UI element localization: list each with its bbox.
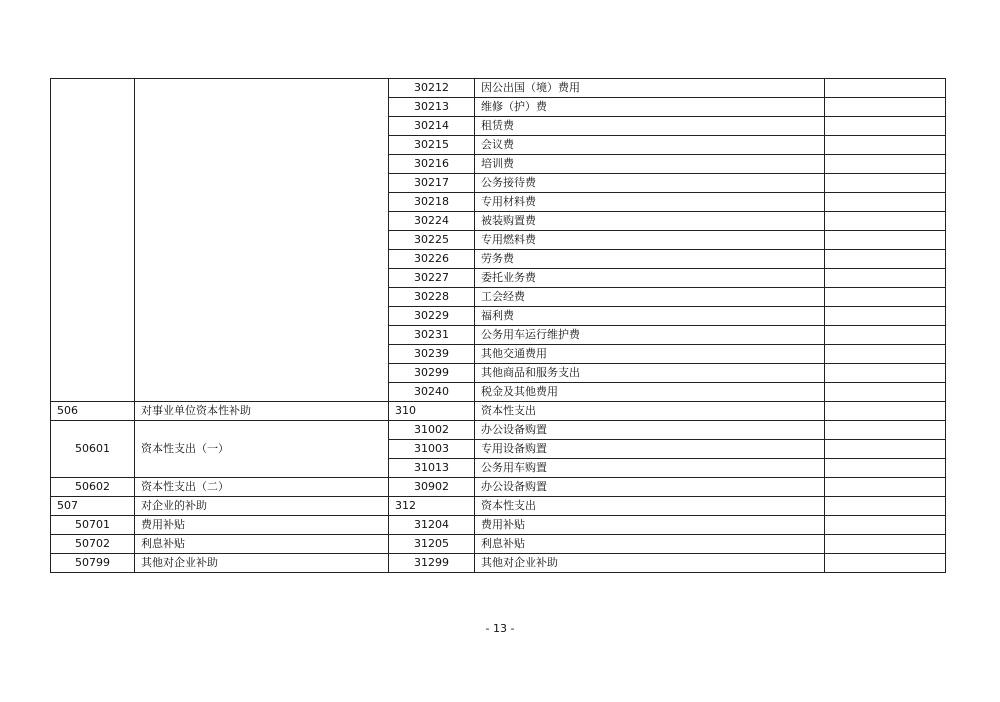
right-code-cell: 30239 xyxy=(389,345,475,364)
blank-cell xyxy=(825,459,946,478)
blank-cell xyxy=(825,326,946,345)
table-row-507 xyxy=(51,497,946,516)
left-code-cell: 50702 xyxy=(51,535,135,554)
right-name-cell: 其他对企业补助 xyxy=(475,554,825,573)
right-name-cell: 办公设备购置 xyxy=(475,478,825,497)
left-code-cell xyxy=(51,79,135,402)
right-code-cell: 31204 xyxy=(389,516,475,535)
right-name-cell: 专用设备购置 xyxy=(475,440,825,459)
right-code-cell: 31299 xyxy=(389,554,475,573)
left-name-cell xyxy=(135,79,389,402)
right-name-cell: 培训费 xyxy=(475,155,825,174)
blank-cell xyxy=(825,174,946,193)
right-code-cell: 30227 xyxy=(389,269,475,288)
table-row xyxy=(51,554,946,573)
left-code-cell: 506 xyxy=(51,402,135,421)
blank-cell xyxy=(825,421,946,440)
blank-cell xyxy=(825,364,946,383)
table-row xyxy=(51,516,946,535)
blank-cell xyxy=(825,345,946,364)
right-name-cell: 税金及其他费用 xyxy=(475,383,825,402)
right-code-cell: 31205 xyxy=(389,535,475,554)
right-code-cell: 30228 xyxy=(389,288,475,307)
blank-cell xyxy=(825,250,946,269)
right-name-cell: 费用补贴 xyxy=(475,516,825,535)
right-name-cell: 工会经费 xyxy=(475,288,825,307)
blank-cell xyxy=(825,117,946,136)
table-row-50602 xyxy=(51,478,946,497)
blank-cell xyxy=(825,440,946,459)
right-code-cell: 30213 xyxy=(389,98,475,117)
blank-cell xyxy=(825,554,946,573)
right-name-cell: 其他商品和服务支出 xyxy=(475,364,825,383)
left-code-cell: 50601 xyxy=(51,421,135,478)
blank-cell xyxy=(825,79,946,98)
right-name-cell: 其他交通费用 xyxy=(475,345,825,364)
left-name-cell: 资本性支出（二） xyxy=(135,478,389,497)
right-code-cell: 30224 xyxy=(389,212,475,231)
right-name-cell: 维修（护）费 xyxy=(475,98,825,117)
right-name-cell: 被装购置费 xyxy=(475,212,825,231)
right-code-cell: 31013 xyxy=(389,459,475,478)
left-code-cell: 50701 xyxy=(51,516,135,535)
blank-cell xyxy=(825,307,946,326)
right-code-cell: 30217 xyxy=(389,174,475,193)
right-code-cell: 30225 xyxy=(389,231,475,250)
blank-cell xyxy=(825,212,946,231)
blank-cell xyxy=(825,478,946,497)
blank-cell xyxy=(825,402,946,421)
table-row-50601 xyxy=(51,421,946,440)
right-name-cell: 专用材料费 xyxy=(475,193,825,212)
right-name-cell: 公务用车购置 xyxy=(475,459,825,478)
blank-cell xyxy=(825,288,946,307)
right-code-cell: 30226 xyxy=(389,250,475,269)
left-name-cell: 资本性支出（一） xyxy=(135,421,389,478)
right-name-cell: 资本性支出 xyxy=(475,402,825,421)
right-code-cell: 31003 xyxy=(389,440,475,459)
classification-table xyxy=(50,78,946,573)
right-name-cell: 会议费 xyxy=(475,136,825,155)
right-code-cell: 30218 xyxy=(389,193,475,212)
left-name-cell: 对企业的补助 xyxy=(135,497,389,516)
blank-cell xyxy=(825,231,946,250)
right-code-cell: 30215 xyxy=(389,136,475,155)
right-name-cell: 利息补贴 xyxy=(475,535,825,554)
right-code-cell: 30214 xyxy=(389,117,475,136)
right-code-cell: 30299 xyxy=(389,364,475,383)
blank-cell xyxy=(825,193,946,212)
page-number: - 13 - xyxy=(485,622,515,635)
blank-cell xyxy=(825,516,946,535)
right-code-cell: 30229 xyxy=(389,307,475,326)
blank-cell xyxy=(825,535,946,554)
right-code-cell: 30216 xyxy=(389,155,475,174)
blank-cell xyxy=(825,98,946,117)
table-row xyxy=(51,535,946,554)
right-code-cell: 310 xyxy=(389,402,475,421)
right-name-cell: 专用燃料费 xyxy=(475,231,825,250)
right-code-cell: 31002 xyxy=(389,421,475,440)
right-name-cell: 福利费 xyxy=(475,307,825,326)
blank-cell xyxy=(825,383,946,402)
right-name-cell: 租赁费 xyxy=(475,117,825,136)
right-code-cell: 30902 xyxy=(389,478,475,497)
right-name-cell: 公务接待费 xyxy=(475,174,825,193)
table-row xyxy=(51,79,946,98)
right-name-cell: 委托业务费 xyxy=(475,269,825,288)
left-name-cell: 对事业单位资本性补助 xyxy=(135,402,389,421)
right-name-cell: 资本性支出 xyxy=(475,497,825,516)
left-code-cell: 507 xyxy=(51,497,135,516)
right-name-cell: 办公设备购置 xyxy=(475,421,825,440)
blank-cell xyxy=(825,155,946,174)
right-code-cell: 30212 xyxy=(389,79,475,98)
right-code-cell: 30231 xyxy=(389,326,475,345)
blank-cell xyxy=(825,269,946,288)
left-name-cell: 费用补贴 xyxy=(135,516,389,535)
table-body xyxy=(51,79,946,573)
right-code-cell: 30240 xyxy=(389,383,475,402)
right-code-cell: 312 xyxy=(389,497,475,516)
blank-cell xyxy=(825,497,946,516)
left-code-cell: 50602 xyxy=(51,478,135,497)
table-row-506 xyxy=(51,402,946,421)
right-name-cell: 劳务费 xyxy=(475,250,825,269)
right-name-cell: 因公出国（境）费用 xyxy=(475,79,825,98)
left-name-cell: 利息补贴 xyxy=(135,535,389,554)
left-name-cell: 其他对企业补助 xyxy=(135,554,389,573)
left-code-cell: 50799 xyxy=(51,554,135,573)
blank-cell xyxy=(825,136,946,155)
right-name-cell: 公务用车运行维护费 xyxy=(475,326,825,345)
